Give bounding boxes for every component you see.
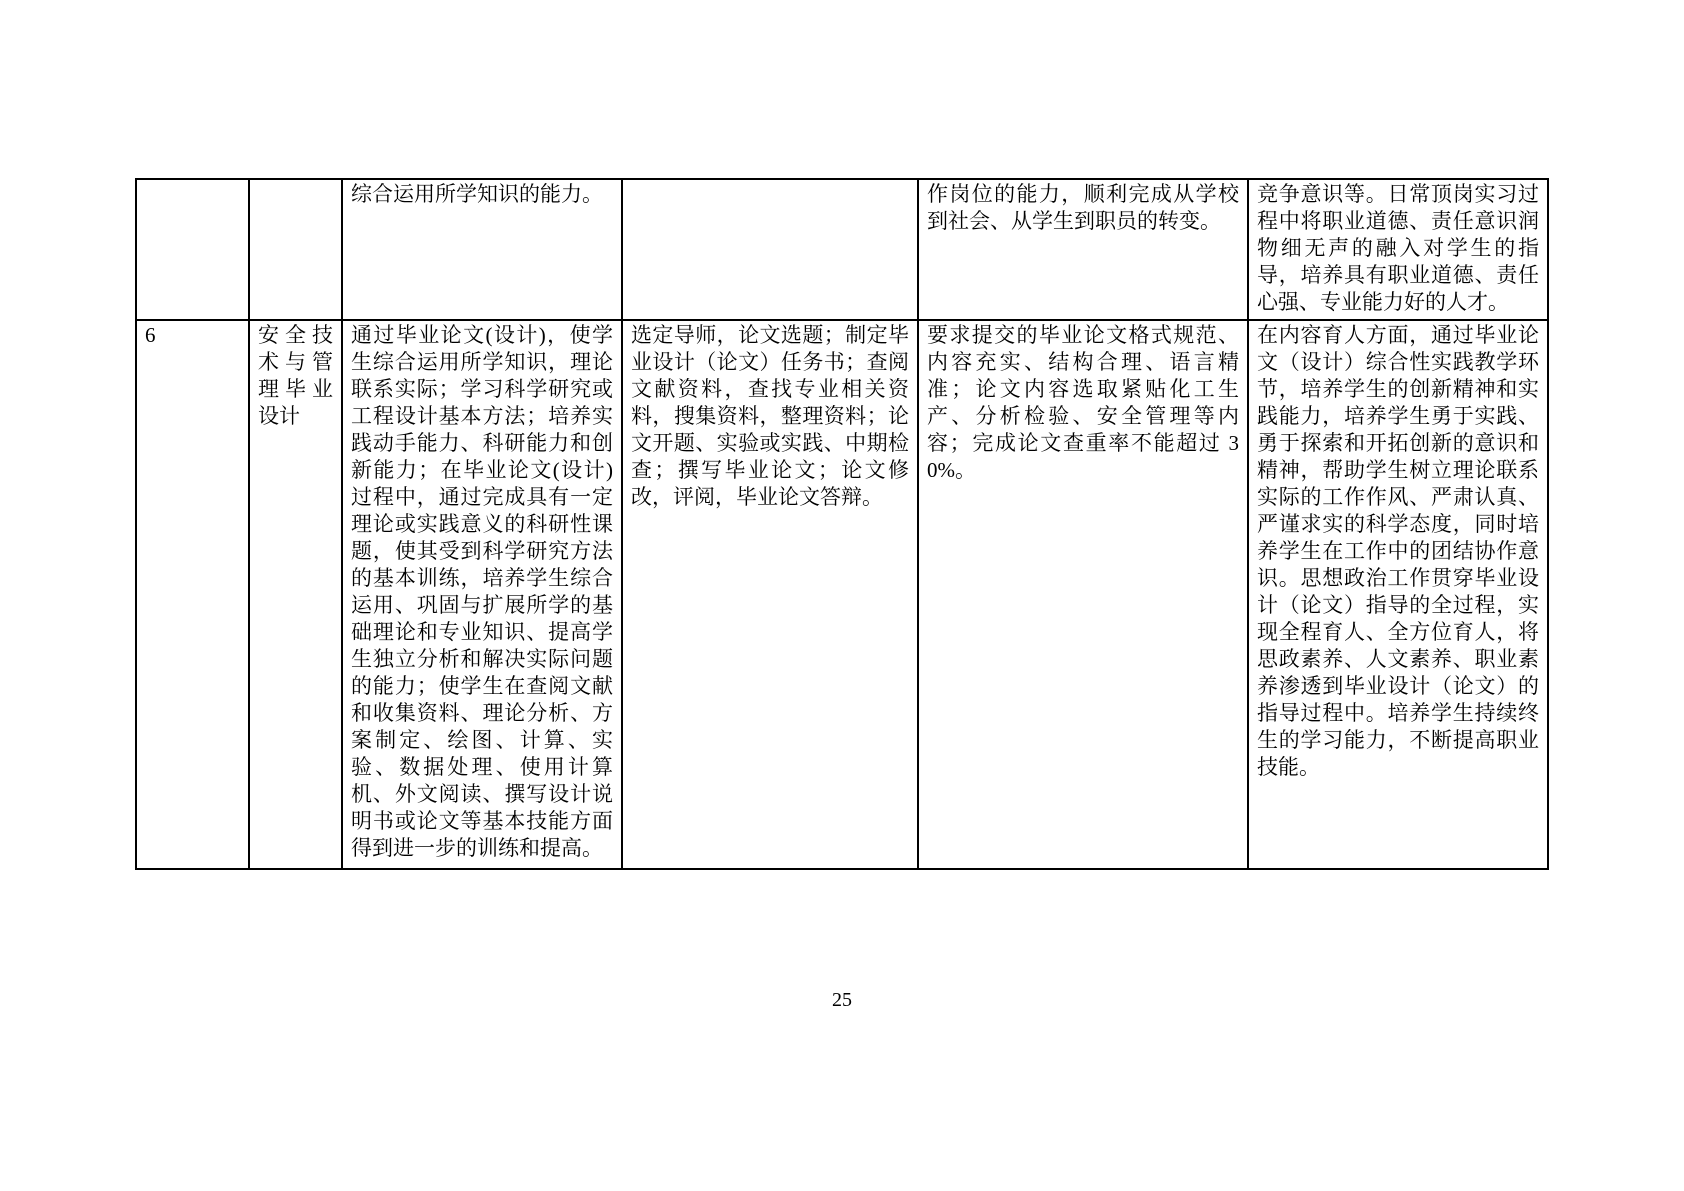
cell-teaching-content [622, 179, 918, 320]
cell-course-name [249, 179, 342, 320]
course-plan-table [135, 178, 1549, 870]
cell-row-number: 6 [136, 320, 249, 869]
cell-teaching-require: 要求提交的毕业论文格式规范、内容充实、结构合理、语言精准；论文内容选取紧贴化工生产、分析检验、安全管理等内容；完成论文查重率不能超过 30%。 [918, 320, 1248, 869]
page-number: 25 [832, 989, 852, 1011]
cell-teaching-goal: 综合运用所学知识的能力。 [342, 179, 622, 320]
table-row-continuation [136, 179, 1548, 320]
cell-ideology-content: 在内容育人方面，通过毕业论文（设计）综合性实践教学环节，培养学生的创新精神和实践能力，培养学生勇于实践、勇于探索和开拓创新的意识和精神，帮助学生树立理论联系实际的工作作风、严肃认真、严谨求实的科学态度，同时培养学生在工作中的团结协作意识。思想政治工作贯穿毕业设计（论文）指导的全过程，实现全程育人、全方位育人，将思政素养、人文素养、职业素养渗透到毕业设计（论文）的指导过程中。培养学生持续终生的学习能力，不断提高职业技能。 [1248, 320, 1548, 869]
cell-course-name: 安全技术与管理毕业设计 [249, 320, 342, 869]
cell-ideology-content: 竞争意识等。日常顶岗实习过程中将职业道德、责任意识润物细无声的融入对学生的指导，培养具有职业道德、责任心强、专业能力好的人才。 [1248, 179, 1548, 320]
cell-teaching-require: 作岗位的能力，顺利完成从学校到社会、从学生到职员的转变。 [918, 179, 1248, 320]
cell-teaching-content: 选定导师，论文选题；制定毕业设计（论文）任务书；查阅文献资料，查找专业相关资料，搜集资料，整理资料；论文开题、实验或实践、中期检查；撰写毕业论文；论文修改，评阅，毕业论文答辩。 [622, 320, 918, 869]
table-row-6 [136, 320, 1548, 869]
cell-row-number [136, 179, 249, 320]
cell-teaching-goal: 通过毕业论文(设计)，使学生综合运用所学知识，理论联系实际；学习科学研究或工程设计基本方法；培养实践动手能力、科研能力和创新能力；在毕业论文(设计)过程中，通过完成具有一定理论或实践意义的科研性课题，使其受到科学研究方法的基本训练，培养学生综合运用、巩固与扩展所学的基础理论和专业知识、提高学生独立分析和解决实际问题的能力；使学生在查阅文献和收集资料、理论分析、方案制定、绘图、计算、实验、数据处理、使用计算机、外文阅读、撰写设计说明书或论文等基本技能方面得到进一步的训练和提高。 [342, 320, 622, 869]
